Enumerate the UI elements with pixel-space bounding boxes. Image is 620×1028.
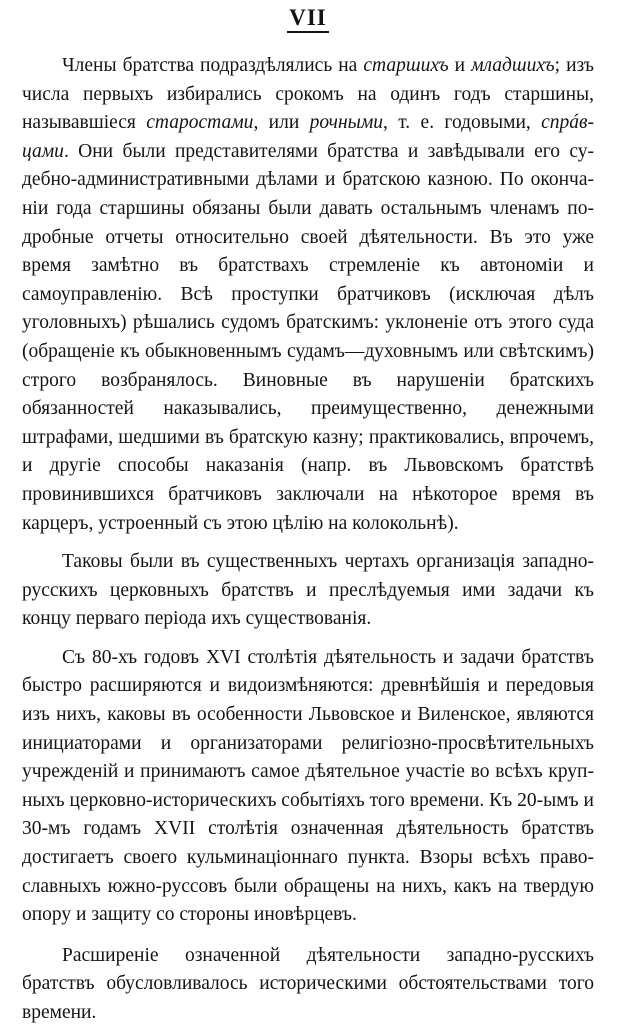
- text-run: ; изъ числа первыхъ избирались срокомъ на одинъ годъ старшины, называвшiеся: [22, 55, 595, 134]
- italic-term: спрáвцами: [22, 112, 595, 162]
- text-run: Расширенiе означенной дѣятельности западно-русскихъ братствъ обусловливалось историческими обстоятельствами того времени.: [22, 944, 594, 1023]
- page-header: [22, 0, 594, 36]
- text-run: Съ 80-хъ годовъ XVI столѣтiя дѣятельность и задачи братствъ быстро расширяются и видоизмѣняются: древнѣйшiя и передовыя изъ нихъ, каковы въ особенности Львовское и Виленское, являются инициаторами и организаторами религiозно-просвѣтительныхъ учрежденiй и принимаютъ самое дѣятельное участiе во всѣхъ крупныхъ церковно-историческихъ событiяхъ того времени. Къ 20-ымъ и 30-мъ годамъ XVII столѣтiя означенная дѣятельность братствъ достигаетъ своего кульминацiоннаго пункта. Взоры всѣхъ православныхъ южно-руссовъ были обращены на нихъ, какъ на твердую опору и защиту со стороны иновѣрцевъ.: [22, 646, 594, 926]
- text-run: и: [448, 55, 472, 76]
- text-run: , или: [253, 112, 310, 134]
- text-run: , т. е. годовыми,: [383, 112, 542, 134]
- text-run: Члены братства подраздѣлялись на: [62, 55, 364, 76]
- paragraph: [22, 548, 594, 634]
- page-number: VII: [287, 6, 329, 33]
- text-run: Таковы были въ существенныхъ чертахъ организацiя западнорусскихъ церковныхъ братствъ и преслѣдуемыя ими задачи къ концу перваго перiода ихъ существованiя.: [22, 551, 594, 630]
- italic-term: младшихъ: [471, 55, 555, 76]
- paragraph: [22, 52, 594, 538]
- paragraph: [22, 942, 594, 1028]
- text-run: . Они были представителями братства и завѣдывали его судебно-административными дѣлами и братскою казною. По окончанiи года старшины обязаны были давать остальнымъ членамъ подробные отчеты относительно своей дѣятельности. Въ это уже время замѣтно въ братствахъ стремленiе къ автономiи и самоуправленiю. Всѣ проступки братчиковъ (исключая дѣлъ уголовныхъ) рѣшались судомъ братскимъ: уклоненiе отъ этого суда (обращенiе къ обыкновеннымъ судамъ—духовнымъ или свѣтскимъ) строго возбранялось. Виновные въ нарушенiи братскихъ обязанностей наказывались, преимущественно, денежными штрафами, шедшими въ братскую казну; практиковались, впрочемъ, и другiе способы наказанiя (напр. въ Львовскомъ братствѣ провинившихся братчиковъ заключали на нѣкоторое время въ карцеръ, устроенный съ этою цѣлiю на колокольнѣ).: [22, 140, 594, 534]
- italic-term: старостами: [146, 112, 254, 134]
- italic-term: рочными: [309, 112, 384, 134]
- paragraph: [22, 644, 594, 930]
- italic-term: старшихъ: [363, 55, 449, 76]
